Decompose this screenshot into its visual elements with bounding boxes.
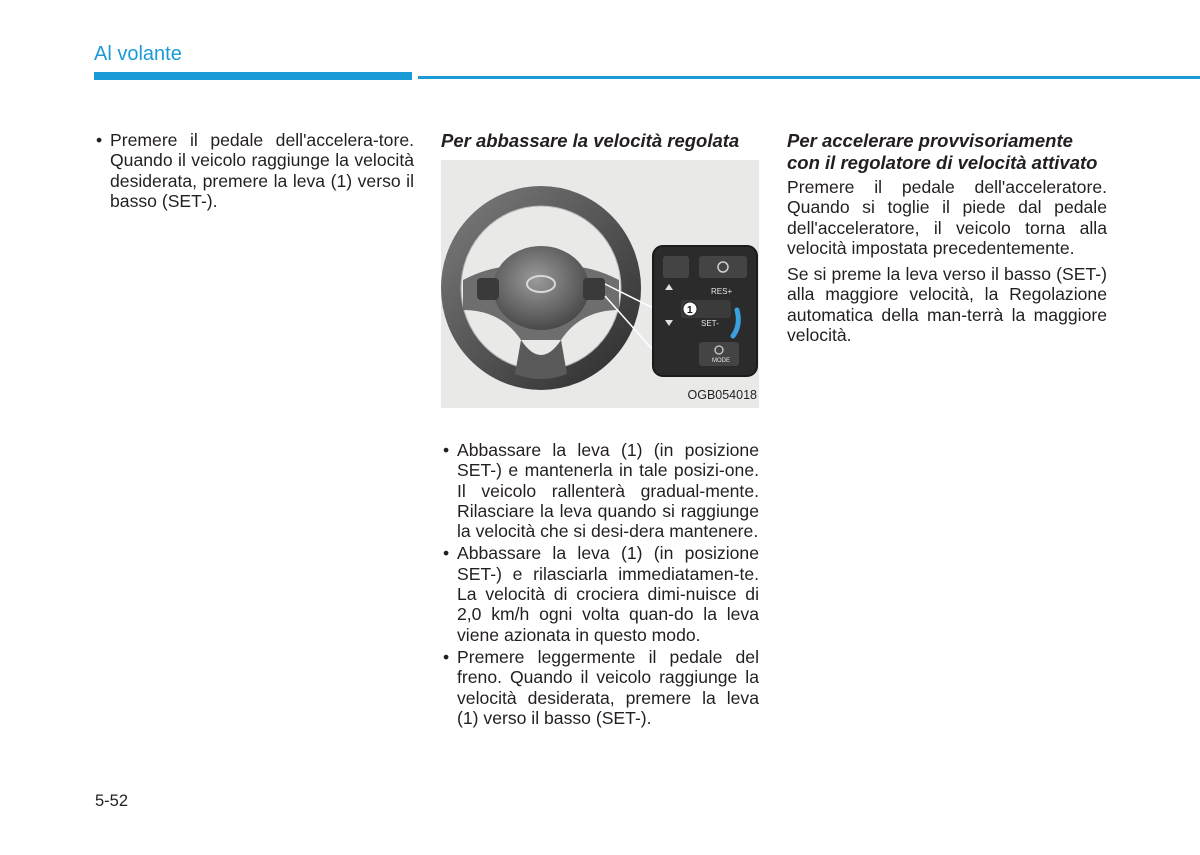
- mode-label: MODE: [712, 357, 730, 364]
- set-label: SET-: [701, 318, 719, 328]
- steering-wheel-figure: [441, 160, 759, 408]
- callout-number: 1: [687, 304, 693, 316]
- page-number: 5-52: [95, 792, 129, 810]
- bullet-list: [441, 440, 759, 728]
- paragraph: Premere il pedale dell'acceleratore. Quando si toglie il piede dal pedale dell'acceleratore, il veicolo torna alla velocità impostata precedentemente.: [787, 177, 1107, 258]
- res-label: RES+: [711, 286, 733, 296]
- header-rule-thick: [94, 72, 412, 80]
- airbag-hub: [493, 246, 589, 330]
- section-title: Al volante: [94, 43, 182, 65]
- section-heading: Per accelerare provvisoriamente con il regolatore di velocità attivato: [787, 130, 1098, 173]
- paragraph: Se si preme la leva verso il basso (SET-) alla maggiore velocità, la Regolazione automatica della man-terrà la maggiore velocità.: [787, 264, 1107, 346]
- figure-caption: OGB054018: [687, 388, 757, 403]
- steering-wheel-illustration: [441, 160, 759, 408]
- bullet-item: • Abbassare la leva (1) (in posizione SET-) e rilasciarla immediatamen-te. La velocità di crociera dimi-nuisce di 2,0 km/h ogni volta quan-do la leva viene azionata in questo modo.: [441, 543, 759, 644]
- bullet-list: [94, 130, 414, 211]
- bullet-item: • Premere il pedale dell'accelera-tore. Quando il veicolo raggiunge la velocità desiderata, premere la leva (1) verso il basso (SET-).: [94, 130, 414, 211]
- column-left: [94, 130, 414, 213]
- section-heading: Per abbassare la velocità regolata: [441, 130, 740, 151]
- column-right: [787, 130, 1107, 351]
- bullet-item: • Premere leggermente il pedale del freno. Quando il veicolo raggiunge la velocità desiderata, premere la leva (1) verso il basso (SET-).: [441, 647, 759, 728]
- bullet-item: • Abbassare la leva (1) (in posizione SET-) e mantenerla in tale posizi-one. Il veicolo rallenterà gradual-mente. Rilasciare la leva quando si raggiunge la velocità che si desi-dera mantenere.: [441, 440, 759, 541]
- header-rule-thin: [418, 76, 1200, 79]
- column-middle: [441, 130, 759, 728]
